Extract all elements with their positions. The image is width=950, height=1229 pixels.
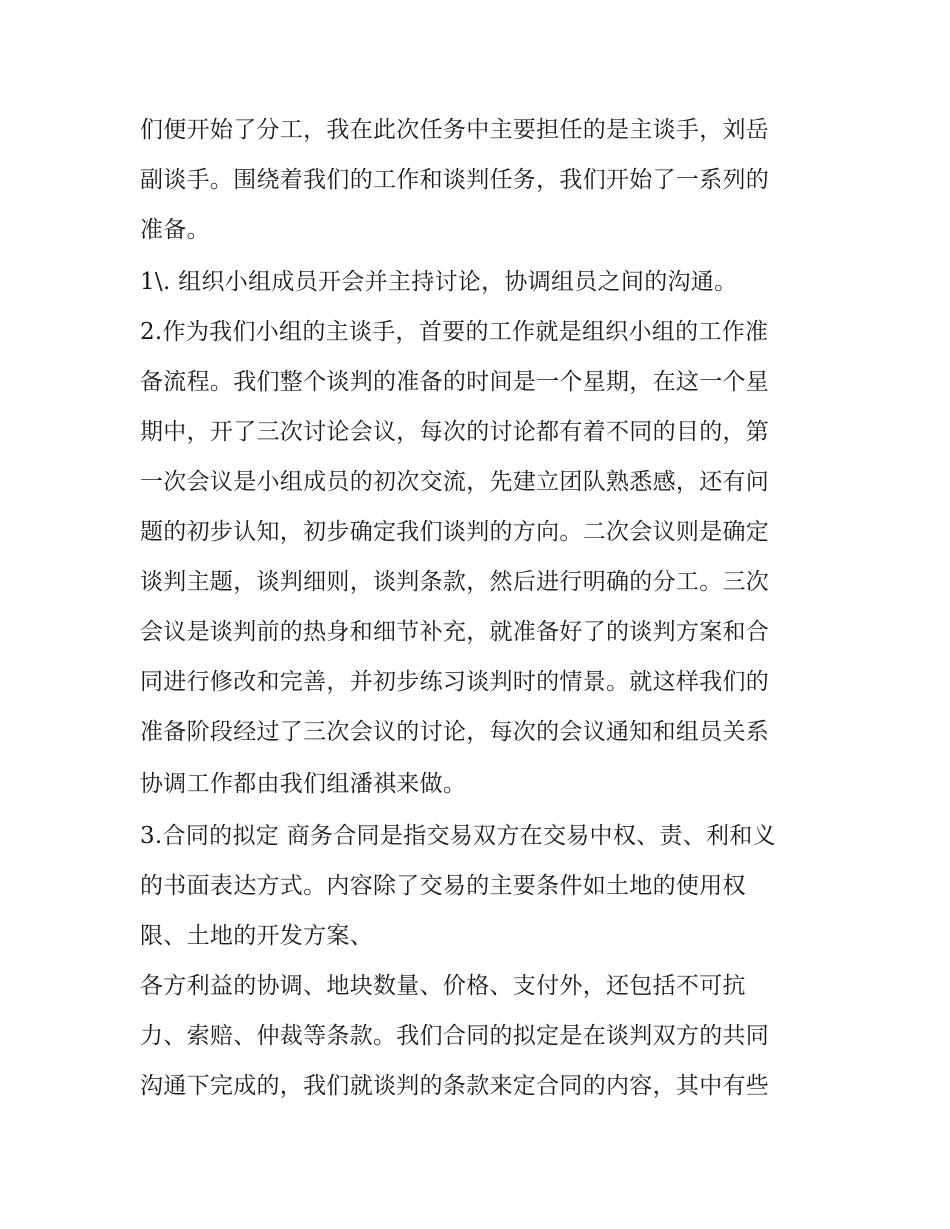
- text-line: 2.作为我们小组的主谈手，首要的工作就是组织小组的工作准: [140, 319, 769, 345]
- text-line: 沟通下完成的，我们就谈判的条款来定合同的内容，其中有些: [140, 1073, 770, 1099]
- text-line: 期中，开了三次讨论会议，每次的讨论都有着不同的目的，第: [140, 419, 770, 445]
- text-line: 的书面表达方式。内容除了交易的主要条件如土地的使用权: [140, 873, 746, 899]
- text-line: 准备。: [140, 217, 210, 243]
- text-line: 们便开始了分工，我在此次任务中主要担任的是主谈手，刘岳: [140, 117, 770, 143]
- text-line: 谈判主题，谈判细则，谈判条款，然后进行明确的分工。三次: [140, 569, 770, 595]
- text-line: 限、土地的开发方案、: [140, 923, 373, 949]
- text-line: 准备阶段经过了三次会议的讨论，每次的会议通知和组员关系: [140, 719, 770, 745]
- text-line: 一次会议是小组成员的初次交流，先建立团队熟悉感，还有问: [140, 469, 770, 495]
- text-line: 1\. 组织小组成员开会并主持讨论，协调组员之间的沟通。: [140, 269, 738, 295]
- text-line: 同进行修改和完善，并初步练习谈判时的情景。就这样我们的: [140, 669, 770, 695]
- text-line: 协调工作都由我们组潘祺来做。: [140, 771, 467, 797]
- text-line: 备流程。我们整个谈判的准备的时间是一个星期，在这一个星: [140, 369, 770, 395]
- text-line: 会议是谈判前的热身和细节补充，就准备好了的谈判方案和合: [140, 619, 770, 645]
- text-line: 3.合同的拟定 商务合同是指交易双方在交易中权、责、利和义: [140, 823, 776, 849]
- text-line: 副谈手。围绕着我们的工作和谈判任务，我们开始了一系列的: [140, 167, 770, 193]
- text-line: 题的初步认知，初步确定我们谈判的方向。二次会议则是确定: [140, 519, 770, 545]
- text-line: 各方利益的协调、地块数量、价格、支付外，还包括不可抗: [140, 973, 746, 999]
- text-line: 力、索赔、仲裁等条款。我们合同的拟定是在谈判双方的共同: [140, 1023, 770, 1049]
